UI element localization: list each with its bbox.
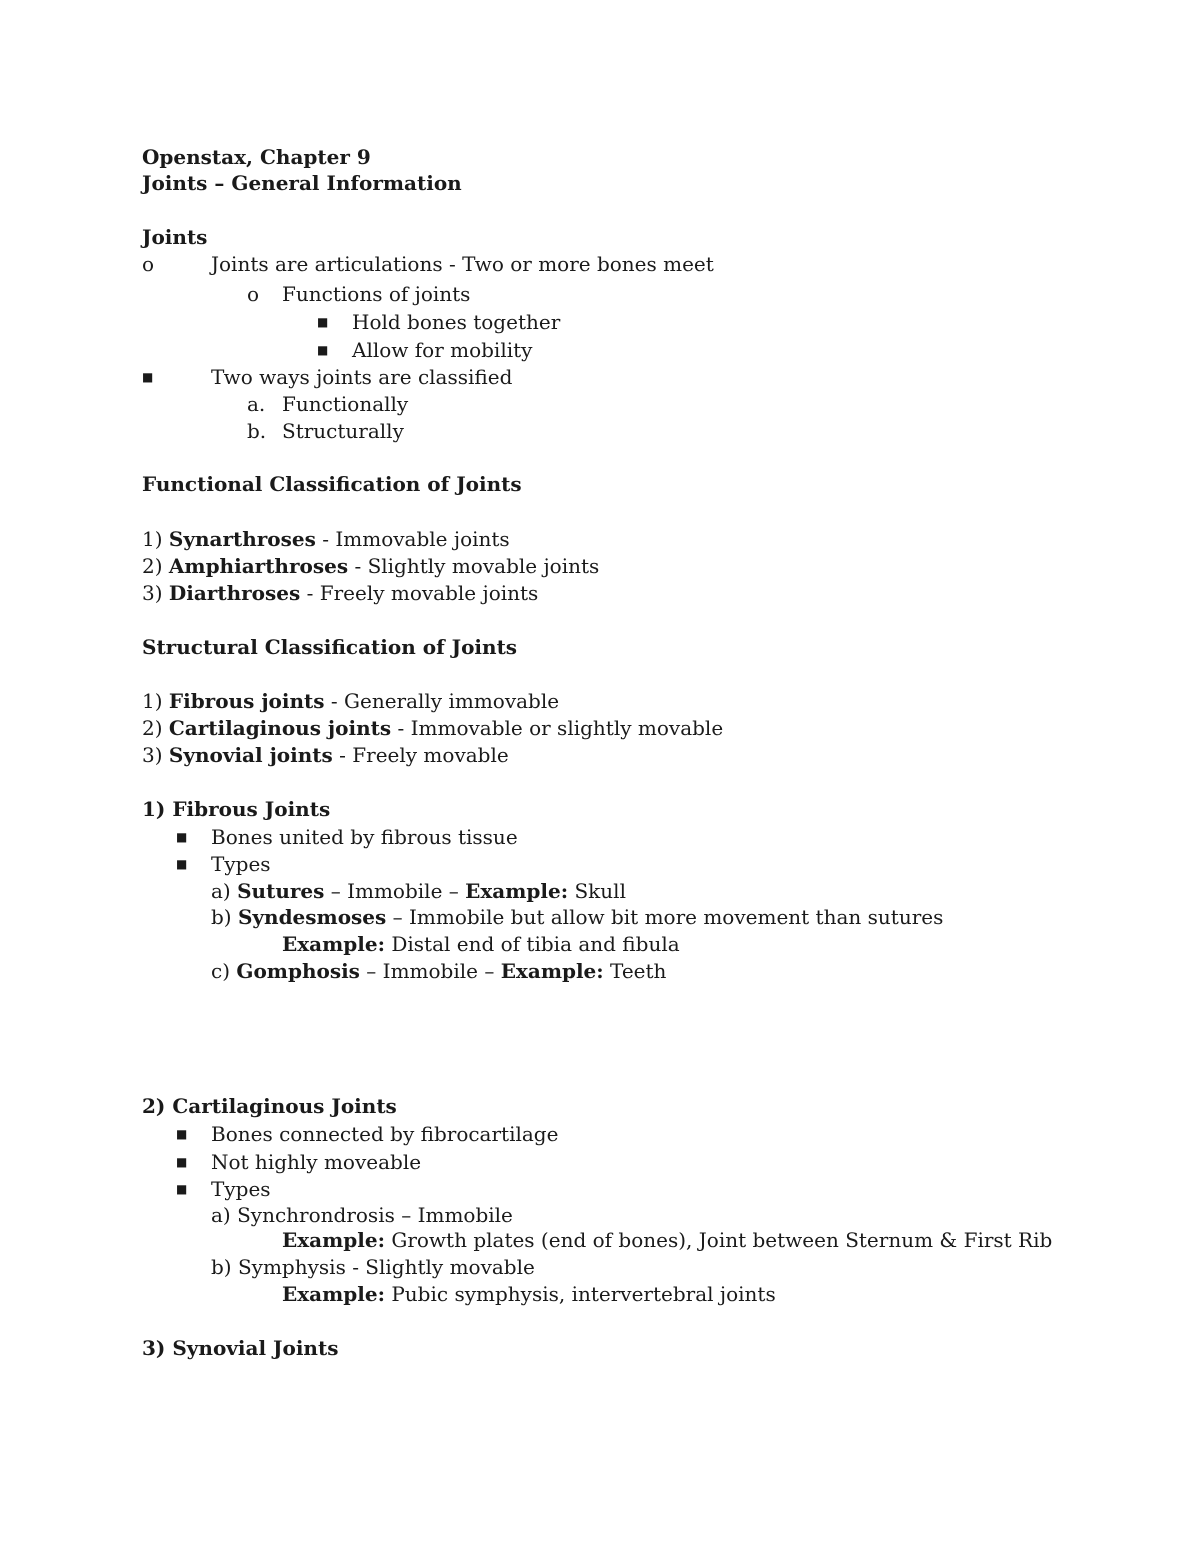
functional-item: 1) Synarthroses - Immovable joints — [142, 527, 510, 551]
fibrous-bullet-types: Types — [211, 852, 271, 876]
cartilaginous-type-synchrondrosis: a) Synchrondrosis – Immobile — [211, 1203, 513, 1227]
structural-item: 1) Fibrous joints - Generally immovable — [142, 689, 560, 713]
square-bullet-icon: ■ — [317, 343, 329, 357]
synovial-heading: 3) Synovial Joints — [142, 1336, 339, 1360]
cartilaginous-type-symphysis: b) Symphysis - Slightly movable — [211, 1255, 535, 1279]
structural-item: 2) Cartilaginous joints - Immovable or slightly movable — [142, 716, 724, 740]
structural-item: 3) Synovial joints - Freely movable — [142, 743, 509, 767]
structural-heading: Structural Classification of Joints — [142, 635, 518, 659]
functional-item: 2) Amphiarthroses - Slightly movable joints — [142, 554, 600, 578]
fibrous-type-syndesmoses: b) Syndesmoses – Immobile but allow bit more movement than sutures — [211, 905, 944, 929]
joints-item-classified: Two ways joints are classified — [211, 365, 513, 389]
doc-subtitle: Joints – General Information — [142, 171, 462, 195]
joints-function-mobility: Allow for mobility — [352, 338, 533, 362]
fibrous-bullet-tissue: Bones united by fibrous tissue — [211, 825, 518, 849]
list-marker-a: a. — [247, 392, 266, 416]
square-bullet-icon: ■ — [317, 315, 329, 329]
joints-item-functions: Functions of joints — [282, 282, 471, 306]
square-bullet-icon: ■ — [176, 1155, 188, 1169]
doc-title: Openstax, Chapter 9 — [142, 145, 371, 169]
cartilaginous-heading: 2) Cartilaginous Joints — [142, 1094, 397, 1118]
square-bullet-icon: ■ — [176, 1182, 188, 1196]
square-bullet-icon: ■ — [142, 370, 154, 384]
fibrous-syndesmoses-example: Example: Distal end of tibia and fibula — [282, 932, 680, 956]
list-marker-b: b. — [247, 419, 267, 443]
cartilaginous-bullet-fibrocartilage: Bones connected by fibrocartilage — [211, 1122, 559, 1146]
joints-class-functionally: Functionally — [282, 392, 409, 416]
functional-heading: Functional Classification of Joints — [142, 472, 522, 496]
circle-bullet-icon: o — [247, 282, 260, 306]
square-bullet-icon: ■ — [176, 830, 188, 844]
joints-function-hold: Hold bones together — [352, 310, 561, 334]
fibrous-heading: 1) Fibrous Joints — [142, 797, 331, 821]
square-bullet-icon: ■ — [176, 857, 188, 871]
fibrous-type-gomphosis: c) Gomphosis – Immobile – Example: Teeth — [211, 959, 667, 983]
functional-item: 3) Diarthroses - Freely movable joints — [142, 581, 539, 605]
joints-class-structurally: Structurally — [282, 419, 404, 443]
joints-item-articulations: Joints are articulations - Two or more bones meet — [211, 252, 714, 276]
joints-heading: Joints — [142, 225, 208, 249]
cartilaginous-symphysis-example: Example: Pubic symphysis, intervertebral joints — [282, 1282, 776, 1306]
circle-bullet-icon: o — [142, 252, 155, 276]
square-bullet-icon: ■ — [176, 1127, 188, 1141]
cartilaginous-bullet-types: Types — [211, 1177, 271, 1201]
cartilaginous-bullet-moveable: Not highly moveable — [211, 1150, 422, 1174]
fibrous-type-sutures: a) Sutures – Immobile – Example: Skull — [211, 879, 626, 903]
cartilaginous-synchrondrosis-example: Example: Growth plates (end of bones), Joint between Sternum & First Rib — [282, 1228, 1053, 1252]
